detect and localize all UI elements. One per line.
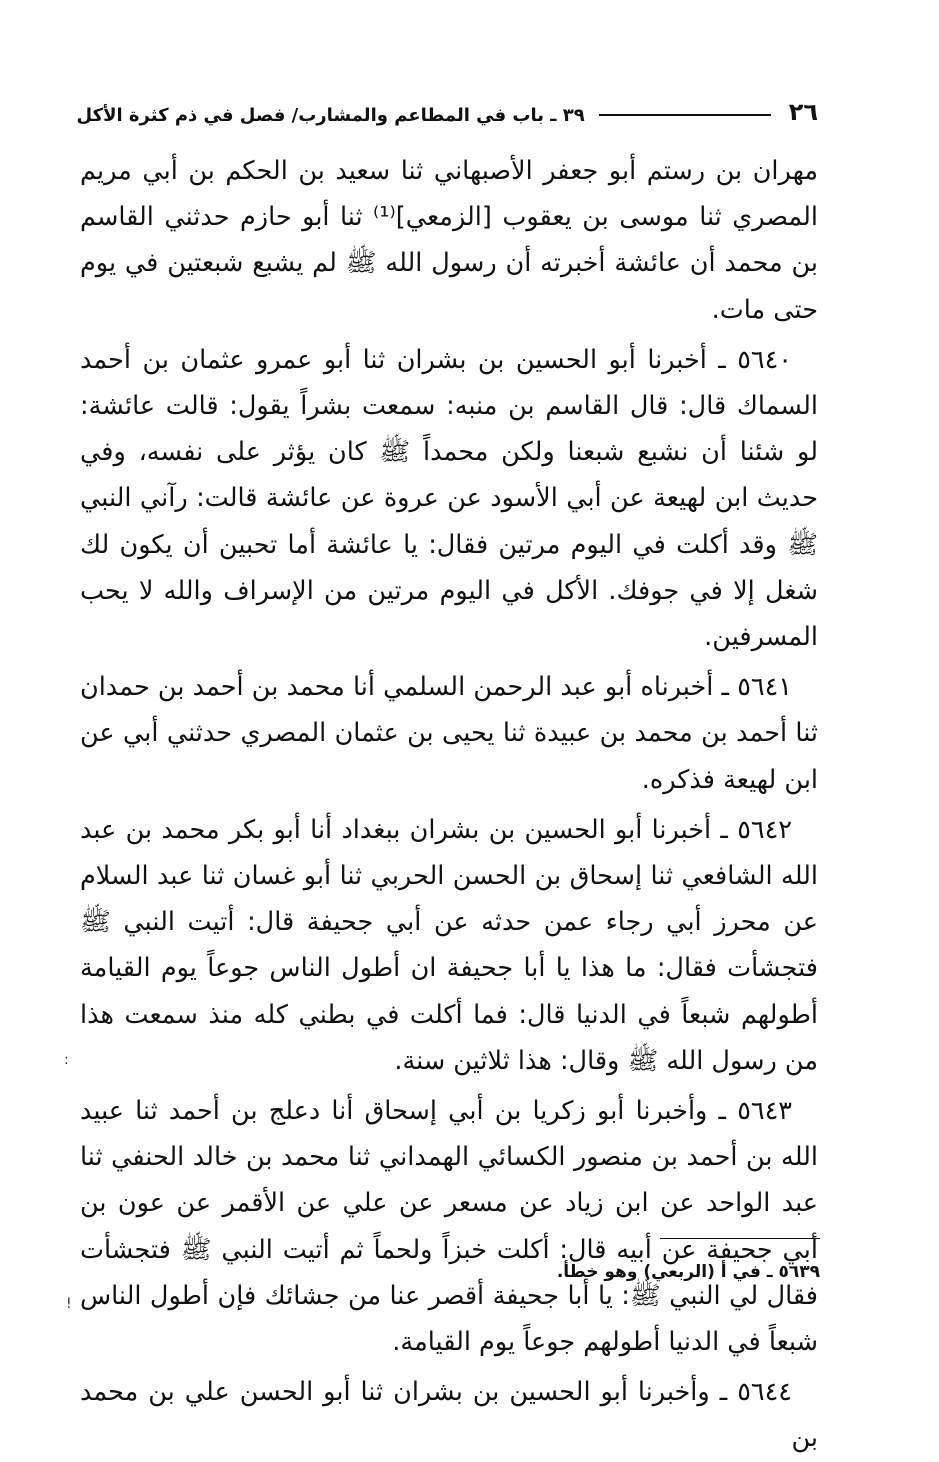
margin-mark: ! (66, 1296, 72, 1312)
page-number: ٢٦ (788, 98, 818, 126)
hadith-entry-5640: ٥٦٤٠ ـ أخبرنا أبو الحسين بن بشران ثنا أبو عمرو عثمان بن أحمد السماك قال: قال القاسم بن منبه: سمعت بشراً يقول: قالت عائشة: لو شئنا أن نشبع شبعنا ولكن محمداً ﷺ كان يؤثر على نفسه، وفي حديث ابن لهيعة عن أبي الأسود عن عروة عن عائشة قالت: رآني النبي ﷺ وقد أكلت في اليوم مرتين فقال: يا عائشة أما تحبين أن يكون لك شغل إلا في جوفك. الأكل في اليوم مرتين من الإسراف والله لا يحب المسرفين. (80, 344, 818, 653)
hadith-entry-5644: ٥٦٤٤ ـ وأخبرنا أبو الحسين بن بشران ثنا أبو الحسن علي بن محمد بن (80, 1377, 818, 1454)
margin-mark: : (64, 1052, 69, 1068)
hadith-entry-5643: ٥٦٤٣ ـ وأخبرنا أبو زكريا بن أبي إسحاق أنا دعلج بن أحمد ثنا عبيد الله بن أحمد بن منصور الكسائي الهمداني ثنا محمد بن خالد الحنفي ثنا عبد الواحد عن ابن زياد عن مسعر عن علي عن الأقمر عن عون بن أبي جحيفة عن أبيه قال: أكلت خبزاً ولحماً ثم أتيت النبي ﷺ فتجشأت فقال لي النبي ﷺ: يا أبا جحيفة أقصر عنا من جشائك فإن أطول الناس شبعاً في الدنيا أطولهم جوعاً يوم القيامة. (80, 1096, 818, 1358)
hadith-entry-5642: ٥٦٤٢ ـ أخبرنا أبو الحسين بن بشران ببغداد أنا أبو بكر محمد بن عبد الله الشافعي ثنا إسحاق بن الحسن الحربي ثنا أبو غسان ثنا عبد السلام عن محرز أبي رجاء عمن حدثه عن أبي جحيفة قال: أتيت النبي ﷺ فتجشأت فقال: ما هذا يا أبا جحيفة ان أطول الناس جوعاً يوم القيامة أطولهم شبعاً في الدنيا قال: فما أكلت في بطني كله منذ سمعت هذا من رسول الله ﷺ وقال: هذا ثلاثين سنة. (80, 814, 818, 1076)
paragraph-continuation: مهران بن رستم أبو جعفر الأصبهاني ثنا سعيد بن الحكم بن أبي مريم المصري ثنا موسى بن يعقوب [الزمعي]⁽¹⁾ ثنا أبو حازم حدثني القاسم بن محمد أن عائشة أخبرته أن رسول الله ﷺ لم يشبع شبعتين في يوم حتى مات. (80, 156, 818, 325)
footnote: ٥٦٣٩ ـ في أ (الربعي) وهو خطأ. (556, 1262, 820, 1282)
chapter-title: ٣٩ ـ باب في المطاعم والمشارب/ فصل في ذم كثرة الأكل (76, 105, 585, 126)
running-head (76, 92, 818, 126)
footnote-rule (660, 1238, 820, 1239)
hadith-entry-5641: ٥٦٤١ ـ أخبرناه أبو عبد الرحمن السلمي أنا محمد بن أحمد بن حمدان ثنا أحمد بن محمد بن عبيدة ثنا يحيى بن عثمان المصري حدثني أبي عن ابن لهيعة فذكره. (80, 672, 818, 795)
header-rule (599, 114, 771, 116)
